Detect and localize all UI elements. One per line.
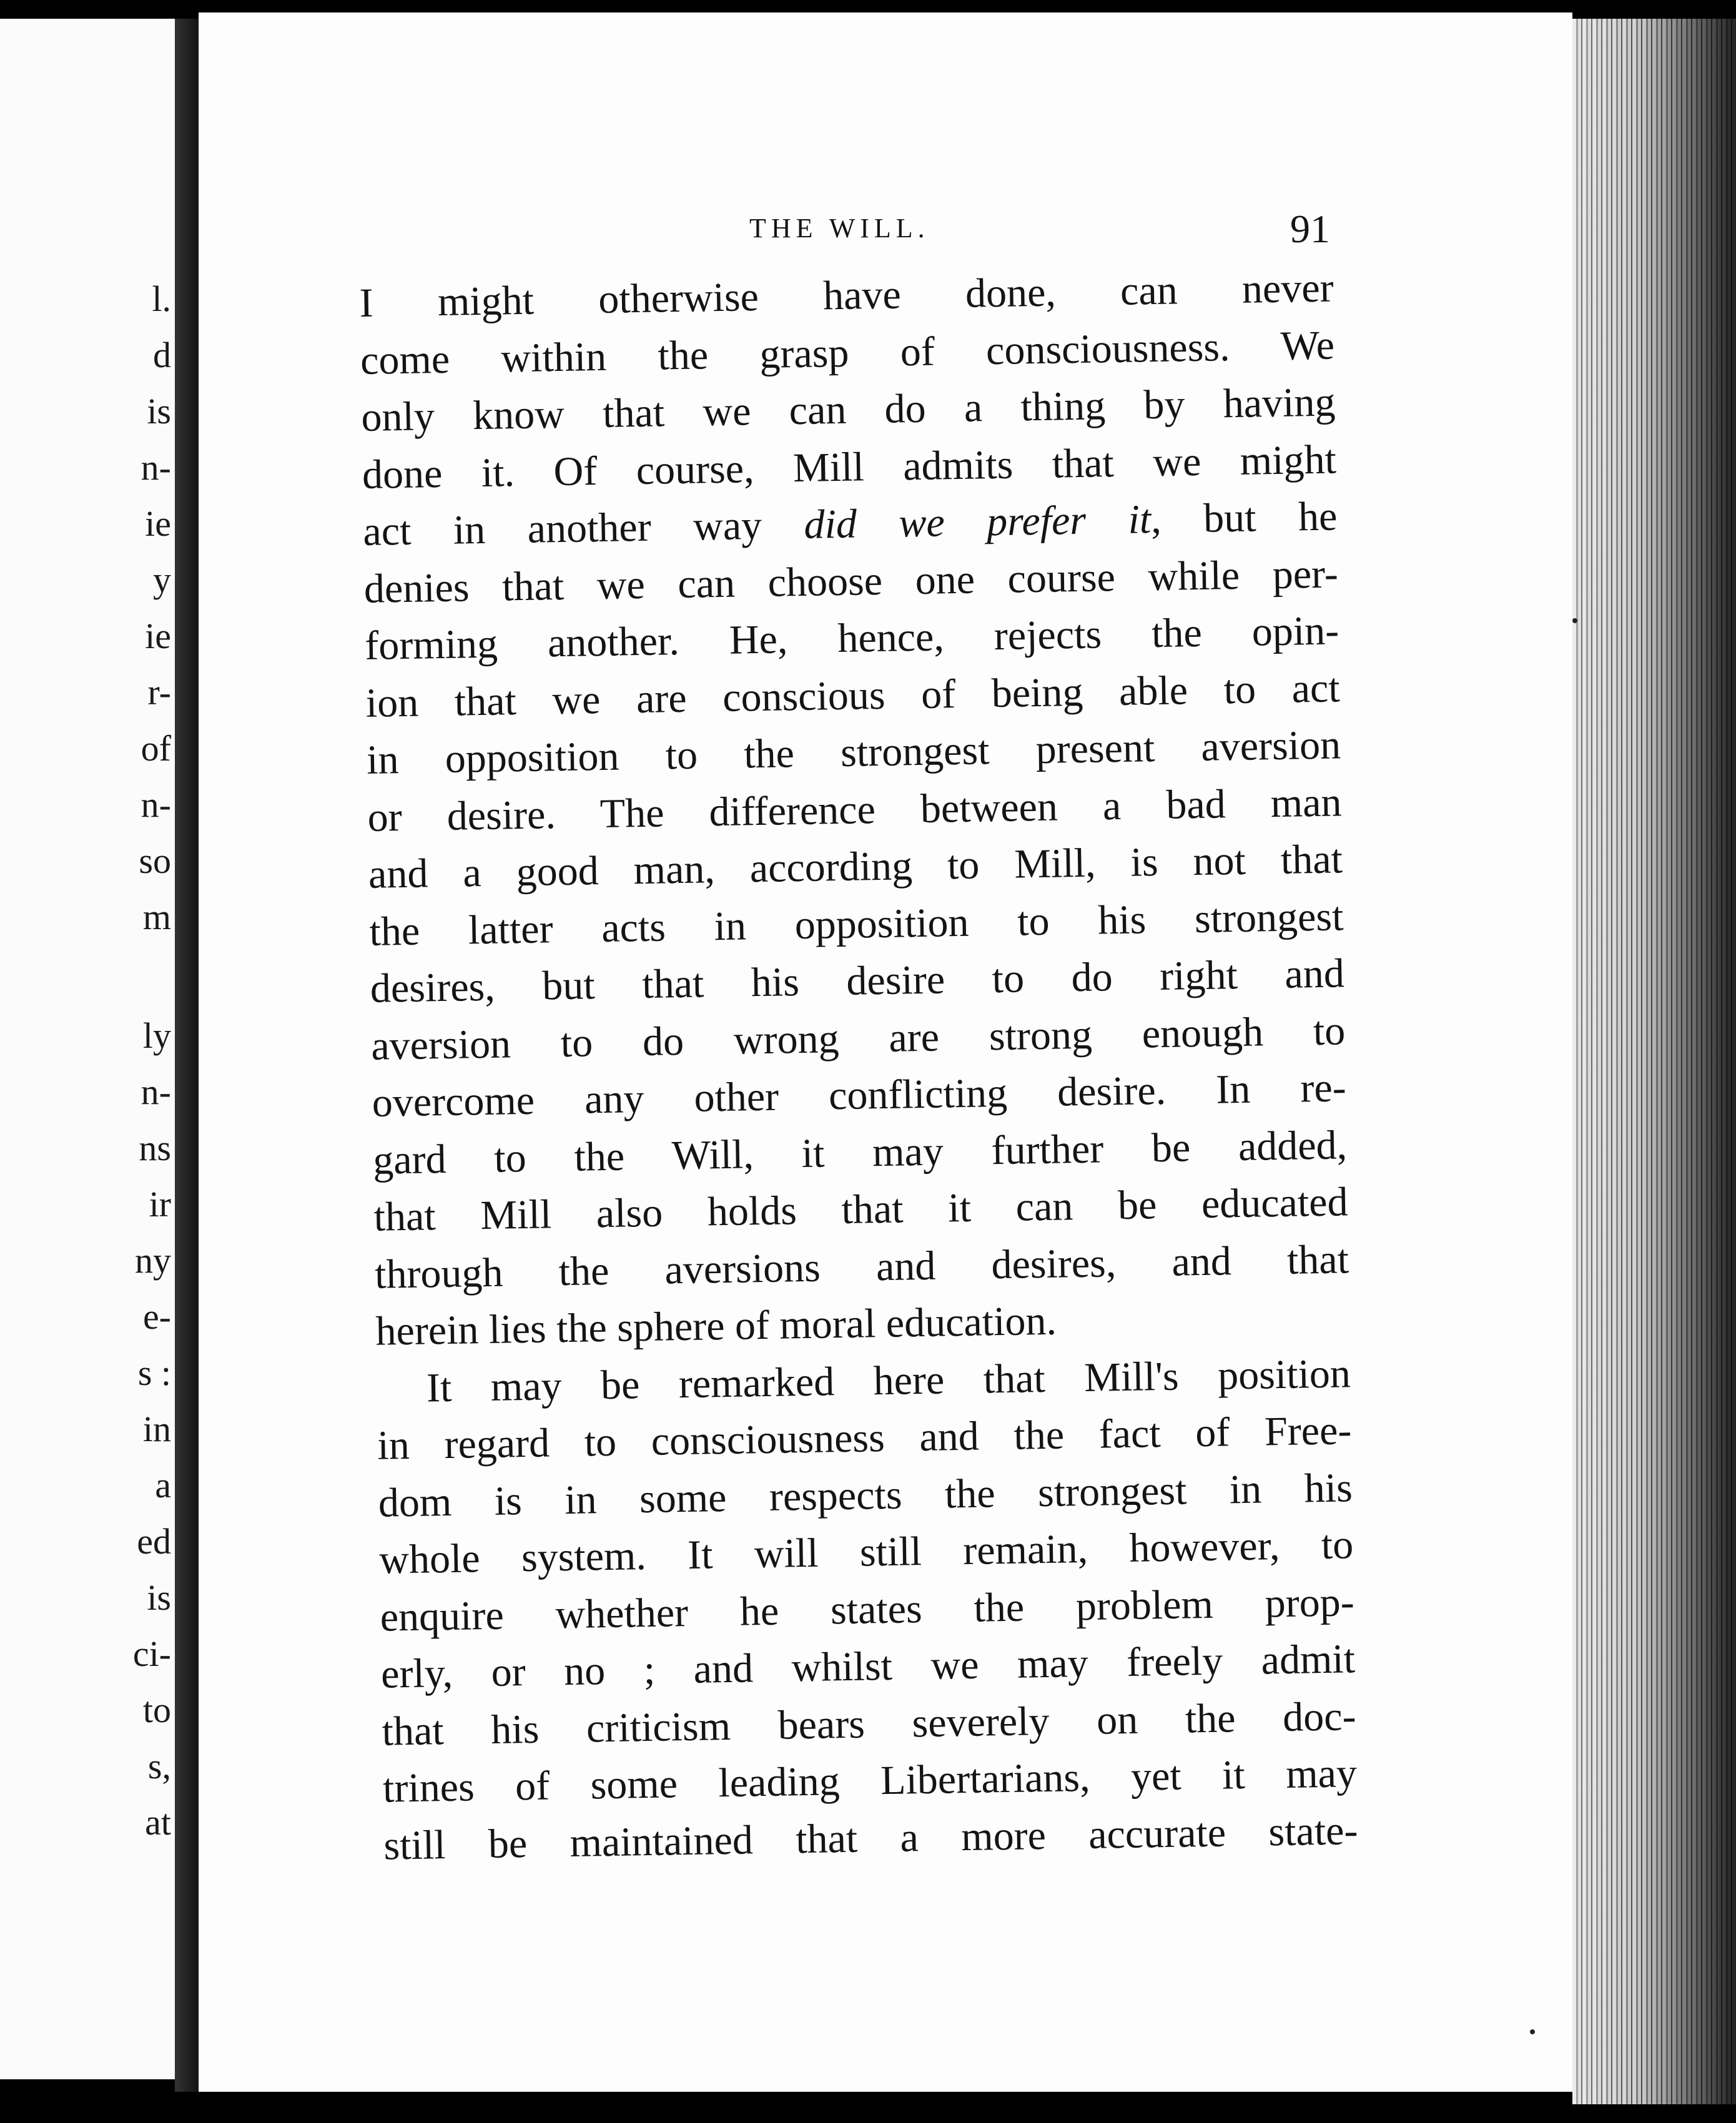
text-line: only know that we can do a thing by having xyxy=(361,379,1336,440)
page-header xyxy=(749,206,1330,256)
text-line: ion that we are conscious of being able to act xyxy=(365,664,1341,726)
left-page-fragment: n- xyxy=(141,1071,171,1112)
italic-phrase: did we prefer it xyxy=(803,496,1152,548)
left-page-fragment: ci- xyxy=(132,1633,171,1674)
text-line: I might otherwise have done, can never xyxy=(359,265,1334,326)
left-page-fragment: of xyxy=(141,728,171,769)
left-page-fragment: m xyxy=(142,897,171,937)
left-page-fragment: s : xyxy=(137,1352,171,1393)
scan-speck xyxy=(1572,618,1577,623)
left-page-fragment: ir xyxy=(149,1184,171,1224)
left-page-fragment: e- xyxy=(142,1296,171,1337)
book-gutter xyxy=(175,19,200,2092)
left-page-fragment: ie xyxy=(145,503,171,544)
left-page-fragment: n- xyxy=(141,447,171,488)
text-line: in regard to consciousness and the fact of Free- xyxy=(377,1407,1352,1469)
text-line: overcome any other conflicting desire. In re- xyxy=(372,1065,1347,1126)
text-line: come within the grasp of consciousness. We xyxy=(360,322,1335,383)
text-run: , but he xyxy=(1150,493,1338,543)
text-line: that Mill also holds that it can be educated xyxy=(373,1179,1349,1240)
text-line: forming another. He, hence, rejects the opin- xyxy=(364,608,1339,669)
left-page-fragment: at xyxy=(145,1802,171,1843)
text-line: herein lies the sphere of moral education. xyxy=(375,1298,1057,1354)
left-page-fragment: in xyxy=(142,1409,171,1449)
text-line: dom is in some respects the strongest in his xyxy=(378,1464,1353,1526)
paragraph-1 xyxy=(359,259,1350,1360)
text-line: trines of some leading Libertarians, yet it may xyxy=(382,1750,1358,1811)
text-line: gard to the Will, it may further be added, xyxy=(372,1121,1348,1183)
left-page-fragment: s, xyxy=(147,1746,171,1786)
left-page-fragment: to xyxy=(142,1690,171,1730)
text-line: It may be remarked here that Mill's position xyxy=(426,1350,1351,1411)
text-line: whole system. It will still remain, however, to xyxy=(378,1522,1354,1583)
left-page-fragment: r- xyxy=(147,672,171,712)
left-page-fragment: a xyxy=(155,1465,171,1505)
page-edges xyxy=(1572,19,1736,2104)
scan-speck xyxy=(1530,2029,1535,2034)
left-page-fragment: y xyxy=(153,559,171,600)
left-page-fragment: so xyxy=(139,840,171,881)
left-page-fragment: ly xyxy=(142,1015,171,1056)
left-page-fragment: l. xyxy=(152,278,171,319)
body-text xyxy=(359,259,1358,1874)
text-line: or desire. The difference between a bad man xyxy=(367,779,1343,840)
text-line: erly, or no ; and whilst we may freely admit xyxy=(380,1636,1356,1697)
left-page-fragment: ny xyxy=(135,1240,171,1281)
left-page-fragment: is xyxy=(147,1577,171,1618)
left-page-fragment: d xyxy=(153,335,171,375)
left-page-fragment: n- xyxy=(141,784,171,825)
text-line: that his criticism bears severely on the doc- xyxy=(382,1693,1357,1755)
paragraph-2 xyxy=(376,1345,1358,1874)
left-page-fragment: ed xyxy=(137,1521,171,1562)
text-line: enquire whether he states the problem prop- xyxy=(380,1579,1355,1640)
text-line: still be maintained that a more accurate state- xyxy=(383,1807,1358,1869)
text-line: and a good man, according to Mill, is not that xyxy=(368,836,1343,897)
text-run: act in another way xyxy=(362,501,805,554)
text-line: through the aversions and desires, and that xyxy=(374,1236,1349,1298)
text-line: denies that we can choose one course while per- xyxy=(363,550,1339,612)
text-line: done it. Of course, Mill admits that we might xyxy=(362,436,1337,498)
left-facing-page xyxy=(0,19,177,2079)
text-line: in opposition to the strongest present aversion xyxy=(366,722,1341,783)
text-line: the latter acts in opposition to his strongest xyxy=(368,893,1344,955)
page-number: 91 xyxy=(1290,207,1330,251)
running-title: THE WILL. xyxy=(749,213,930,244)
left-page-fragment: ie xyxy=(145,616,171,656)
text-line: aversion to do wrong are strong enough to xyxy=(370,1007,1346,1069)
text-line: desires, but that his desire to do right and xyxy=(370,950,1345,1012)
left-page-fragment: is xyxy=(147,391,171,431)
left-page-fragment: ns xyxy=(139,1128,171,1168)
